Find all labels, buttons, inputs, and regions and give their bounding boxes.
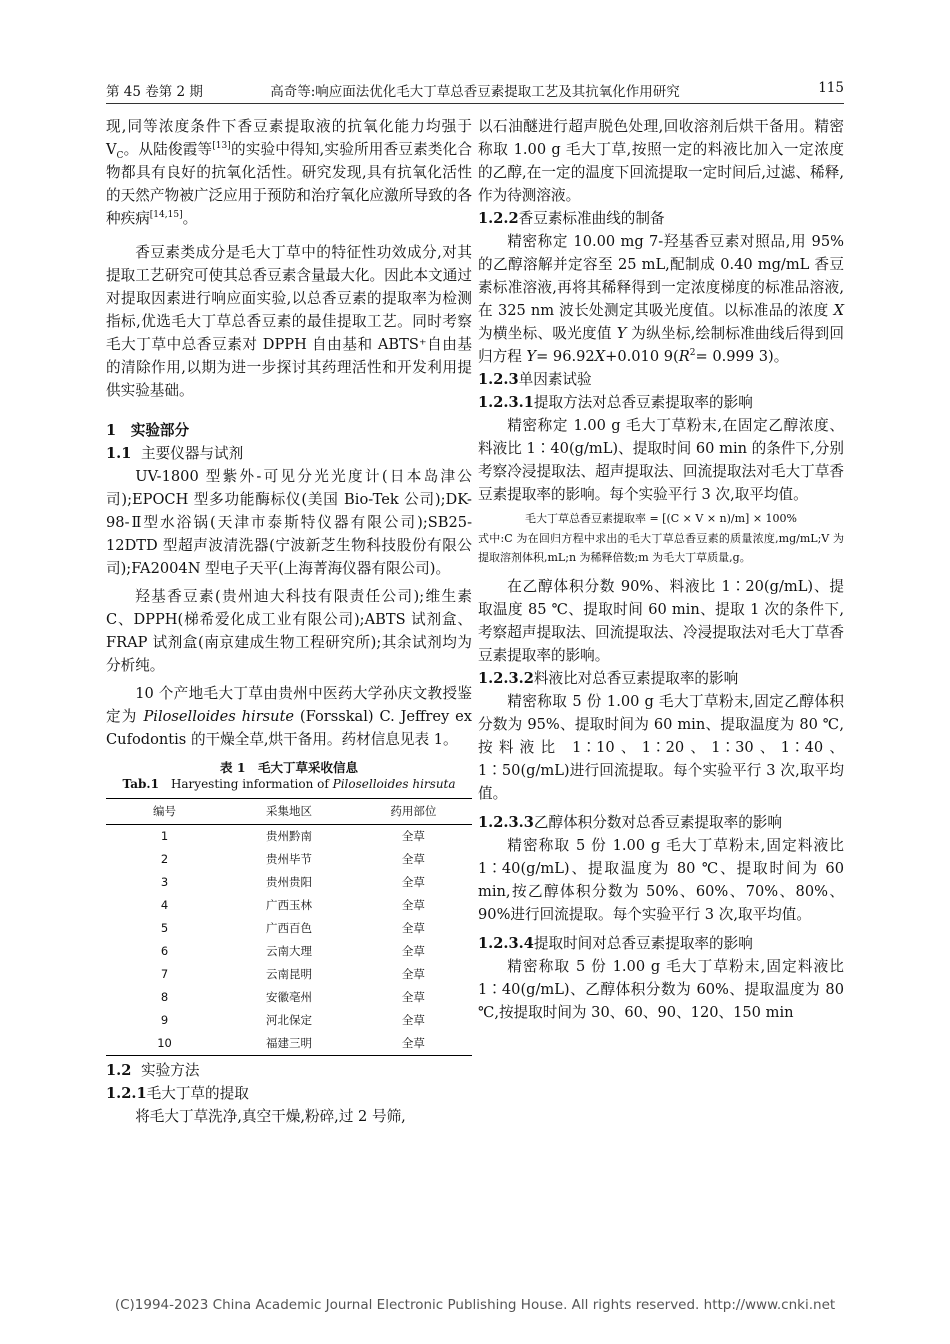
- table-cell: 广西玉林: [265, 898, 312, 912]
- table-cell: 云南大理: [265, 944, 312, 958]
- table-row: [106, 894, 472, 917]
- section-heading-1-2-3-1: 1.2.3.1提取方法对总香豆素提取率的影响: [478, 394, 753, 411]
- paragraph-ethanol: 精密称取 5 份 1.00 g 毛大丁草粉末,固定料液比 1∶40(g/mL)、提取温度为 80 ℃、提取时间为 60 min,按乙醇体积分数为 50%、60%、70%、80%、90%进行回流提取。每个实验平行 3 次,取平均值。: [478, 837, 844, 923]
- paragraph-method-comparison: 精密称定 1.00 g 毛大丁草粉末,在固定乙醇浓度、料液比 1∶40(g/mL)、提取时间 60 min 的条件下,分别考察冷浸提取法、超声提取法、回流提取法对毛大丁草香豆素提取率的影响。每个实验平行 3 次,取平均值。: [478, 417, 844, 503]
- table-cell: 广西百色: [265, 921, 312, 935]
- table-body: [106, 825, 472, 1056]
- table-cell: 全草: [401, 944, 425, 958]
- table-cell: 5: [160, 921, 169, 935]
- table-cell: 贵州黔南: [265, 829, 312, 843]
- table-cell: 9: [160, 1013, 169, 1027]
- paragraph-reagents: 羟基香豆素(贵州迪大科技有限责任公司);维生素 C、DPPH(梯希爱化成工业有限公司);ABTS 试剂盒、FRAP 试剂盒(南京建成生物工程研究所);其余试剂均为分析纯。: [106, 588, 472, 674]
- section-heading-1-1: 1.1 主要仪器与试剂: [106, 445, 244, 462]
- table-cell: 贵州毕节: [265, 852, 312, 866]
- table-cell: 1: [160, 829, 169, 843]
- paragraph-materials: 10 个产地毛大丁草由贵州中医药大学孙庆文教授鉴定为 Piloselloides hirsute (Forsskal) C. Jeffrey ex Cufodontis 的干燥全草,烘干备用。药材信息见表 1。: [106, 685, 473, 748]
- table-cell: 贵州贵阳: [265, 875, 312, 889]
- section-heading-1-2-3-3: 1.2.3.3乙醇体积分数对总香豆素提取率的影响: [478, 814, 782, 831]
- section-heading-1-2-3-2: 1.2.3.2料液比对总香豆素提取率的影响: [478, 670, 739, 687]
- section-heading-1-2: 1.2 实验方法: [106, 1062, 200, 1079]
- table-caption: 表 1 毛大丁草采收信息: [219, 760, 359, 775]
- section-heading-1-2-2: 1.2.2香豆素标准曲线的制备: [478, 210, 665, 227]
- paragraph-extraction-continued: 以石油醚进行超声脱色处理,回收溶剂后烘干备用。精密称取 1.00 g 毛大丁草,按照一定的料液比加入一定浓度的乙醇,在一定的温度下回流提取一定时间后,过滤、稀释,作为待测溶液。: [478, 118, 844, 204]
- section-heading-1: 1 实验部分: [106, 422, 190, 439]
- right-column: [478, 115, 844, 1024]
- paragraph-standard-curve: 精密称定 10.00 mg 7-羟基香豆素对照品,用 95%的乙醇溶解并定容至 25 mL,配制成 0.40 mg/mL 香豆素标准溶液,再将其稀释得到一定浓度梯度的标准品溶液,在 325 nm 波长处测定其吸光度值。以标准品的浓度 X 为横坐标、吸光度值 Y 为纵坐标,绘制标准曲线后得到回归方程 Y= 96.92X+0.010 $9(R^2= 0.999$ 3)。: [478, 233, 845, 365]
- table-row: [106, 986, 472, 1009]
- table-cell: 河北保定: [265, 1013, 312, 1027]
- table-cell: 全草: [401, 1036, 425, 1050]
- copyright-footer: (C)1994-2023 China Academic Journal Electronic Publishing House. All rights reserved. http://www.cnki.net: [114, 1297, 836, 1313]
- table-cell: 全草: [401, 875, 425, 889]
- section-heading-1-2-3: 1.2.3单因素试验: [478, 371, 592, 388]
- formula-note: 式中:C 为在回归方程中求出的毛大丁草总香豆素的质量浓度,mg/mL;V 为提取溶剂体积,mL;n 为稀释倍数;m 为毛大丁草质量,g。: [478, 532, 844, 564]
- table-cell: 2: [160, 852, 169, 866]
- table-header-cell: 药用部位: [390, 804, 437, 818]
- paragraph-extraction-start: 将毛大丁草洗净,真空干燥,粉碎,过 2 号筛,: [135, 1108, 406, 1125]
- table-row: [106, 1009, 472, 1032]
- extraction-rate-formula: 毛大丁草总香豆素提取率 = [(C × V × n)/m] × 100%: [524, 512, 798, 525]
- table-cell: 3: [160, 875, 169, 889]
- paragraph-method-conditions: 在乙醇体积分数 90%、料液比 1∶20(g/mL)、提取温度 85 ℃、提取时间 60 min、提取 1 次的条件下,考察超声提取法、回流提取法、冷浸提取法对毛大丁草香豆素提取率的影响。: [478, 578, 844, 664]
- table-cell: 4: [160, 898, 169, 912]
- table-cell: 福建三明: [265, 1036, 312, 1050]
- table-cell: 6: [160, 944, 169, 958]
- table-header-cell: 采集地区: [265, 804, 312, 818]
- table-cell: 全草: [401, 921, 425, 935]
- table-cell: 全草: [401, 829, 425, 843]
- table-cell: 8: [160, 990, 169, 1004]
- table-header-cell: 编号: [153, 804, 177, 818]
- journal-volume: 第 45 卷第 2 期: [106, 84, 203, 100]
- table-row: [106, 871, 472, 894]
- table-cell: 10: [157, 1036, 172, 1050]
- page-number: 115: [818, 80, 844, 96]
- table-caption-en: Tab.1 Haryesting information of Piloselloides hirsuta: [122, 777, 456, 791]
- table-row: [106, 1032, 472, 1056]
- table-cell: 安徽亳州: [265, 990, 312, 1004]
- section-heading-1-2-3-4: 1.2.3.4提取时间对总香豆素提取率的影响: [478, 935, 753, 952]
- table-row: [106, 825, 472, 849]
- paragraph-ratio: 精密称取 5 份 1.00 g 毛大丁草粉末,固定乙醇体积分数为 95%、提取时间为 60 min、提取温度为 80 ℃,按料液比 1∶10、1∶20、1∶30、1∶40、1∶50(g/mL)进行回流提取。每个实验平行 3 次,取平均值。: [478, 693, 844, 802]
- section-heading-1-2-1: 1.2.1毛大丁草的提取: [106, 1085, 249, 1102]
- table-cell: 全草: [401, 1013, 425, 1027]
- table-row: [106, 940, 472, 963]
- table-cell: 全草: [401, 898, 425, 912]
- citation-ref[interactable]: [14,15]: [149, 210, 183, 221]
- left-column: [106, 115, 472, 1128]
- paragraph-objective: 香豆素类成分是毛大丁草中的特征性功效成分,对其提取工艺研究可使其总香豆素含量最大化。因此本文通过对提取因素进行响应面实验,以总香豆素的提取率为检测指标,优选毛大丁草总香豆素的最佳提取工艺。同时考察毛大丁草中总香豆素对 DPPH 自由基和 ABTS⁺自由基的清除作用,以期为进一步探讨其药理活性和开发利用提供实验基础。: [106, 244, 472, 399]
- table-cell: 全草: [401, 990, 425, 1004]
- table-row: [106, 963, 472, 986]
- running-header: [106, 80, 844, 102]
- article-running-title: 高奇等:响应面法优化毛大丁草总香豆素提取工艺及其抗氧化作用研究: [270, 84, 680, 100]
- table-row: [106, 917, 472, 940]
- paragraph-time: 精密称取 5 份 1.00 g 毛大丁草粉末,固定料液比 1∶40(g/mL)、乙醇体积分数为 60%、提取温度为 80 ℃,按提取时间为 30、60、90、120、150 min: [478, 958, 844, 1021]
- header-rule: [106, 103, 844, 104]
- table-cell: 云南昆明: [265, 967, 312, 981]
- table-header-row: [106, 799, 472, 825]
- paragraph-instruments: UV-1800 型紫外-可见分光光度计(日本岛津公司);EPOCH 型多功能酶标仪(美国 Bio-Tek 公司);DK-98-Ⅱ型水浴锅(天津市泰斯特仪器有限公司);SB25-12DTD 型超声波清洗器(宁波新芝生物科技股份有限公司);FA2004N 型电子天平(上海菁海仪器有限公司)。: [106, 468, 472, 577]
- harvest-info-table: [106, 798, 472, 1056]
- citation-ref[interactable]: [13]: [212, 141, 231, 152]
- table-cell: 全草: [401, 852, 425, 866]
- paragraph-intro-continued: 现,同等浓度条件下香豆素提取液的抗氧化能力均强于 $V_C$。从陆俊霞等[13]的实验中得知,实验所用香豆素类化合物都具有良好的抗氧化活性。研究发现,具有抗氧化活性的天然产物被广泛应用于预防和治疗氧化应激所导致的各种疾病[14,15]。: [106, 118, 472, 227]
- table-cell: 7: [160, 967, 169, 981]
- table-row: [106, 848, 472, 871]
- table-cell: 全草: [401, 967, 425, 981]
